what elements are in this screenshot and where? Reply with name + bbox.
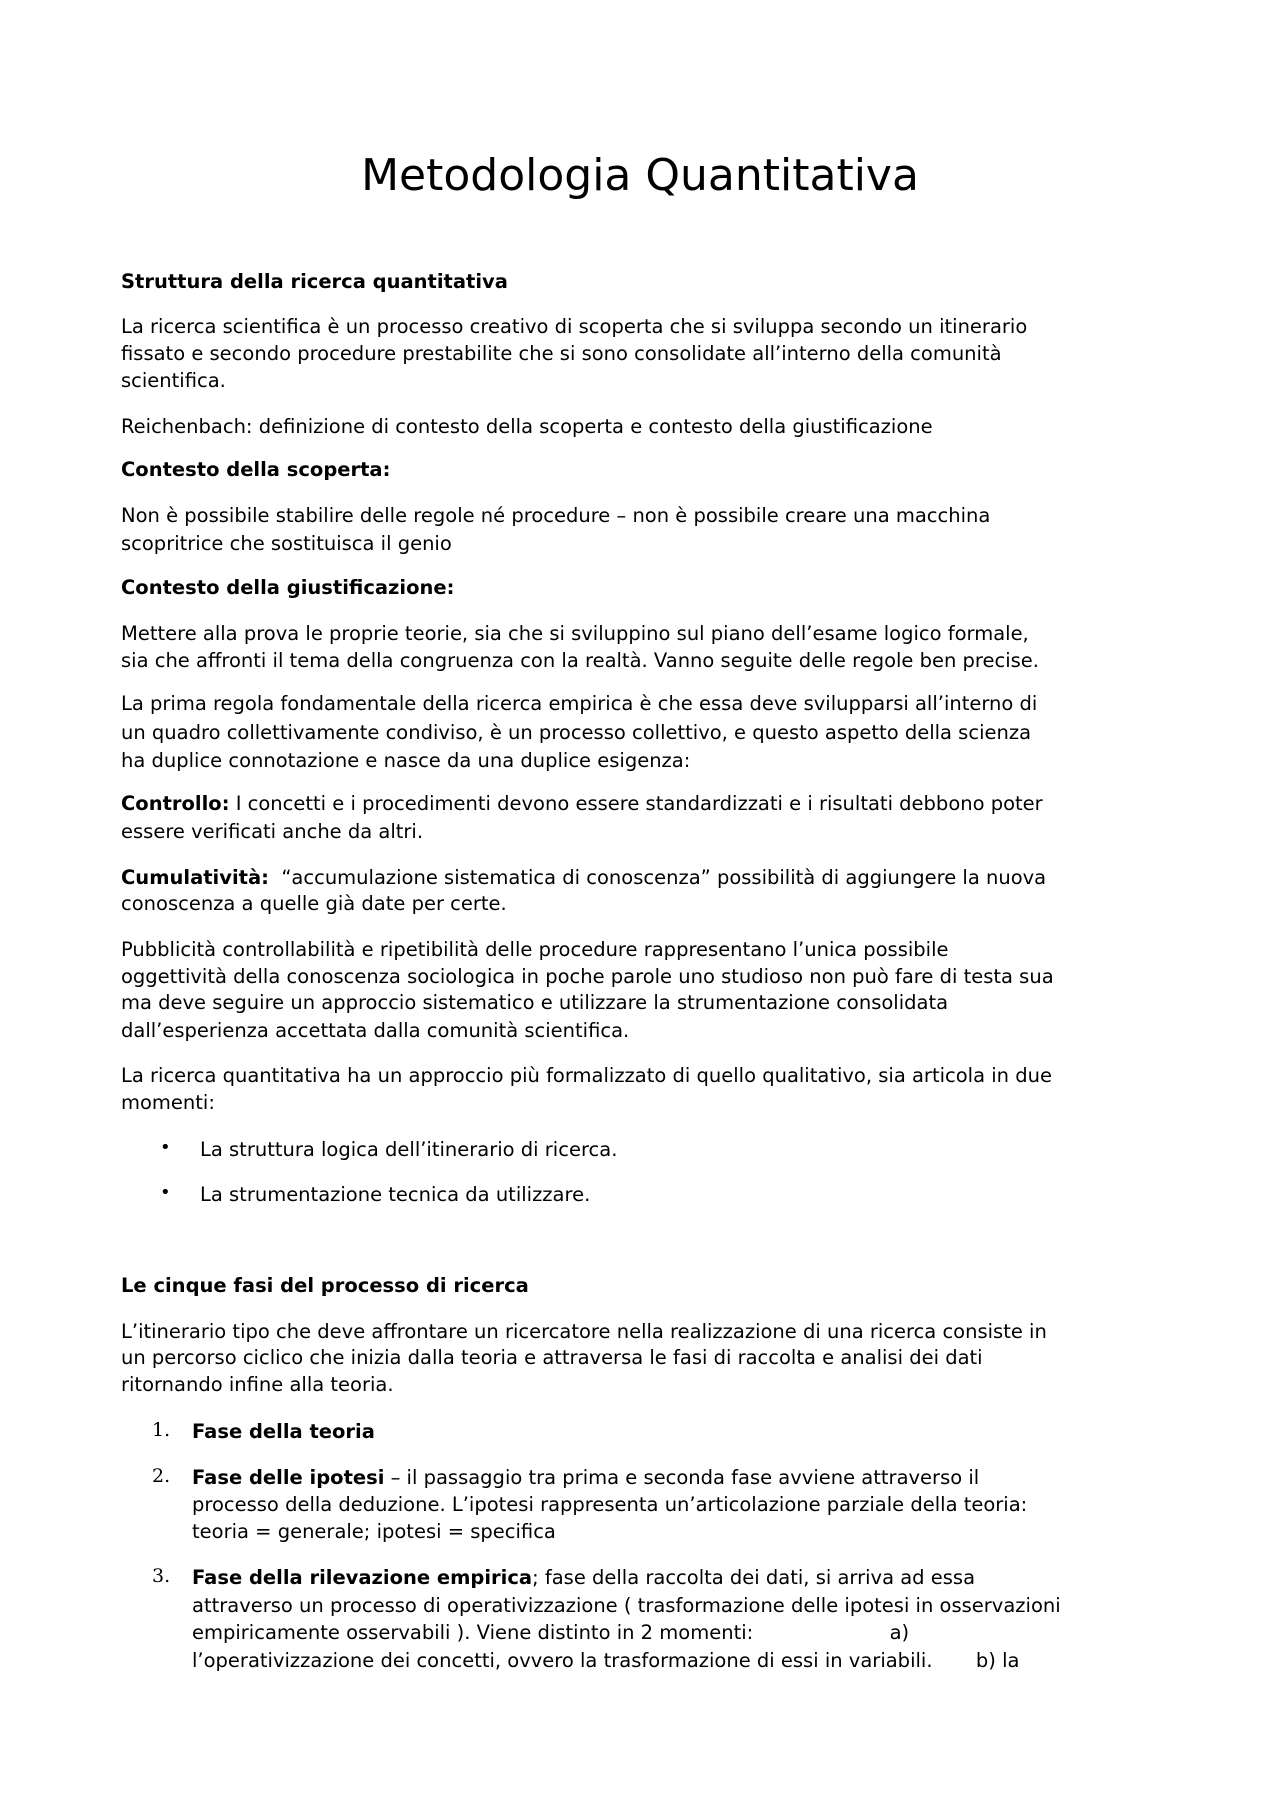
list-item [192, 1466, 979, 1490]
bullet-icon: • [160, 1182, 171, 1203]
paragraph-line: L’itinerario tipo che deve affrontare un ricercatore nella realizzazione di una ricerca consiste in [121, 1320, 1047, 1343]
bullet-icon: • [160, 1137, 171, 1158]
list-item-line: empiricamente osservabili ). Viene distinto in 2 momenti: a) [192, 1621, 910, 1644]
term-text: I concetti e i procedimenti devono essere standardizzati e i risultati debbono poter [229, 792, 1043, 815]
paragraph-line: fissato e secondo procedure prestabilite che si sono consolidate all’interno della comunità [121, 342, 1002, 365]
paragraph-line: conoscenza a quelle già date per certe. [121, 892, 507, 915]
document-title: Metodologia Quantitativa [361, 150, 919, 201]
list-item-line: teoria = generale; ipotesi = specifica [192, 1520, 556, 1543]
paragraph-line: La prima regola fondamentale della ricerca empirica è che essa deve svilupparsi all’interno di [121, 692, 1038, 715]
phase-name: Fase delle ipotesi [192, 1466, 385, 1489]
paragraph-line: dall’esperienza accettata dalla comunità scientifica. [121, 1019, 630, 1042]
paragraph-line [121, 792, 1043, 816]
list-number: 2. [152, 1465, 171, 1487]
paragraph-line [121, 866, 1046, 890]
list-item-line: l’operativizzazione dei concetti, ovvero la trasformazione di essi in variabili. b) la [192, 1649, 1020, 1672]
paragraph-line: scopritrice che sostituisca il genio [121, 532, 452, 555]
paragraph-line: momenti: [121, 1091, 215, 1114]
section-heading: Le cinque fasi del processo di ricerca [121, 1274, 529, 1297]
list-item-line: processo della deduzione. L’ipotesi rappresenta un’articolazione parziale della teoria: [192, 1493, 1028, 1516]
subheading: Contesto della scoperta: [121, 458, 391, 481]
term-label: Controllo: [121, 792, 230, 815]
paragraph-line: ritornando infine alla teoria. [121, 1373, 394, 1396]
paragraph-line: un quadro collettivamente condiviso, è un processo collettivo, e questo aspetto della scienza [121, 721, 1032, 744]
list-item-line: attraverso un processo di operativizzazione ( trasformazione delle ipotesi in osservazioni [192, 1594, 1061, 1617]
term-label: Cumulatività: [121, 866, 269, 889]
paragraph-line: un percorso ciclico che inizia dalla teoria e attraversa le fasi di raccolta e analisi dei dati [121, 1346, 983, 1369]
paragraph-line: Non è possibile stabilire delle regole né procedure – non è possibile creare una macchina [121, 504, 991, 527]
phase-text: ; fase della raccolta dei dati, si arriva ad essa [532, 1566, 976, 1589]
paragraph-line: essere verificati anche da altri. [121, 820, 424, 843]
paragraph-line: sia che affronti il tema della congruenza con la realtà. Vanno seguite delle regole ben precise. [121, 649, 1040, 672]
paragraph-line: Mettere alla prova le proprie teorie, sia che si sviluppino sul piano dell’esame logico formale, [121, 622, 1029, 645]
list-number: 1. [152, 1419, 171, 1441]
phase-name: Fase della teoria [192, 1420, 375, 1443]
section-heading: Struttura della ricerca quantitativa [121, 270, 508, 293]
paragraph-line: La ricerca scientifica è un processo creativo di scoperta che si sviluppa secondo un itinerario [121, 315, 1028, 338]
list-item [192, 1420, 375, 1444]
subheading: Contesto della giustificazione: [121, 576, 455, 599]
paragraph-line: Reichenbach: definizione di contesto della scoperta e contesto della giustificazione [121, 415, 933, 438]
paragraph-line: oggettività della conoscenza sociologica in poche parole uno studioso non può fare di testa sua [121, 965, 1054, 988]
phase-name: Fase della rilevazione empirica [192, 1566, 533, 1589]
paragraph-line: ma deve seguire un approccio sistematico e utilizzare la strumentazione consolidata [121, 991, 949, 1014]
phase-text: – il passaggio tra prima e seconda fase avviene attraverso il [384, 1466, 980, 1489]
list-number: 3. [152, 1565, 171, 1587]
list-item [192, 1566, 975, 1590]
paragraph-line: La ricerca quantitativa ha un approccio più formalizzato di quello qualitativo, sia articola in due [121, 1064, 1052, 1087]
term-text: “accumulazione sistematica di conoscenza” possibilità di aggiungere la nuova [268, 866, 1047, 889]
bullet-item: La struttura logica dell’itinerario di ricerca. [200, 1138, 618, 1161]
paragraph-line: scientifica. [121, 369, 226, 392]
bullet-item: La strumentazione tecnica da utilizzare. [200, 1183, 591, 1206]
paragraph-line: ha duplice connotazione e nasce da una duplice esigenza: [121, 749, 691, 772]
paragraph-line: Pubblicità controllabilità e ripetibilità delle procedure rappresentano l’unica possibile [121, 938, 949, 961]
